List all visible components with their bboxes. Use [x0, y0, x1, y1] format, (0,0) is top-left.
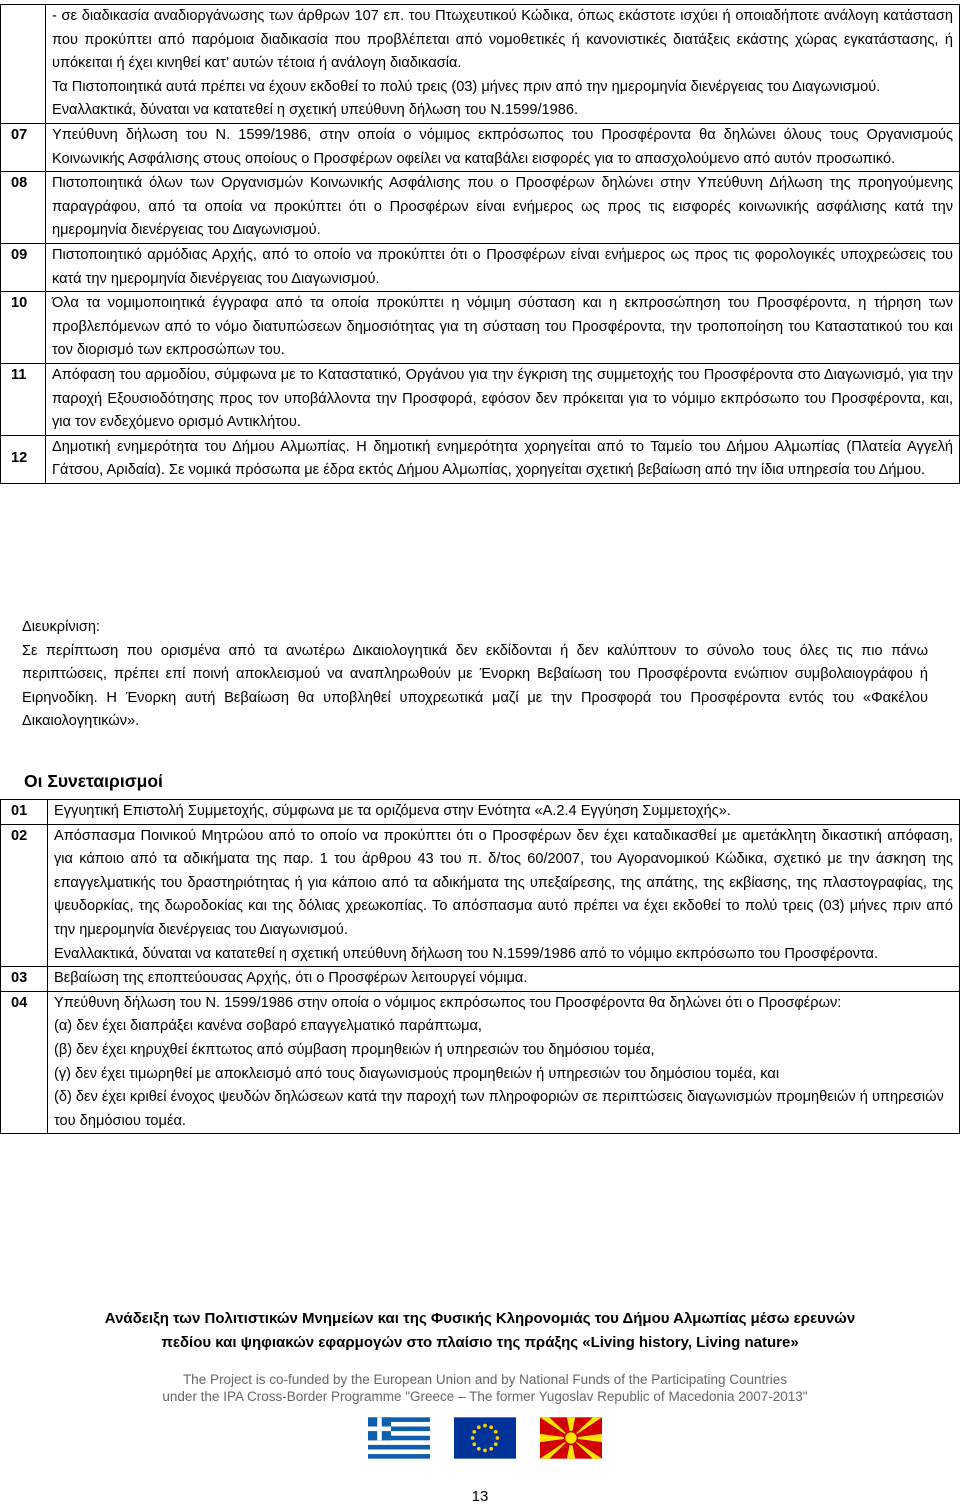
row-text: Δημοτική ενημερότητα του Δήμου Αλμωπίας. Η δημοτική ενημερότητα χορηγείται από το Ταμείο του Δήμου Αλμωπίας (Πλατεία Αγγελή Γάτσου, Αριδαία). Σε νομικά πρόσωπα με έδρα εκτός Δήμου Αλμωπίας, χορηγείται σχετική βεβαίωση από την ίδια υπηρεσία του Δήμου. — [46, 435, 960, 483]
clarification-text: Σε περίπτωση που ορισμένα από τα ανωτέρω Δικαιολογητικά δεν εκδίδονται ή δεν καλύπτουν το σύνολο τους όλες τις πιο πάνω περιπτώσεις, πρέπει επί ποινή αποκλεισμού να αναπληρωθούν με Ένορκη Βεβαίωση του Προσφέροντα ενώπιον συμβολαιογράφου ή Ειρηνοδίκη. Η Ένορκη αυτή Βεβαίωση θα υποβληθεί υποχρεωτικά μαζί με την Προσφορά του Προσφέροντα εντός του «Φακέλου Δικαιολογητικών». — [22, 642, 928, 730]
row-number — [1, 5, 46, 124]
banner-line: under the IPA Cross-Border Programme "Greece – The former Yugoslav Republic of Macedonia 2007-2013" — [162, 1389, 808, 1404]
table-row — [1, 243, 960, 291]
row-text — [48, 824, 960, 967]
table-row — [1, 5, 960, 124]
row-number: 12 — [1, 435, 46, 483]
row-number: 03 — [1, 967, 48, 992]
list-item: (β) δεν έχει κηρυχθεί έκπτωτος από σύμβαση προμηθειών ή υπηρεσιών του δημόσιου τομέα, — [54, 1041, 655, 1058]
clarification-label: Διευκρίνιση: — [22, 619, 101, 635]
banner-text — [100, 1371, 870, 1405]
row-number: 10 — [1, 292, 46, 364]
project-footer — [0, 1307, 960, 1355]
requirements-table — [0, 4, 960, 484]
page-number: 13 — [471, 1488, 489, 1505]
table-row — [1, 435, 960, 483]
paragraph: Απόσπασμα Ποινικού Μητρώου από το οποίο να προκύπτει ότι ο Προσφέρων δεν έχει καταδικασθεί με αμετάκλητη δικαστική απόφαση, για κάποιο από τα αδικήματα της παρ. 1 του άρθρου 43 του π. δ/τος 60/2007, του Αγορανομικού Κώδικα, σχετικό με την άσκηση της επαγγελματικής του δραστηριότητας ή για κάποιο από τα αδικήματα της υπεξαίρεσης, της απάτης, της εκβίασης, της πλαστογραφίας, της ψευδορκίας, της δωροδοκίας και της δόλιας χρεωκοπίας. Το απόσπασμα αυτό πρέπει να έχει εκδοθεί το πολύ τρεις (03) μήνες πριν από την ημερομηνία διενέργειας του Διαγωνισμού. — [54, 827, 953, 938]
north-macedonia-flag-icon — [540, 1417, 602, 1459]
table-row — [1, 172, 960, 244]
table-row — [1, 967, 960, 992]
table-row — [1, 292, 960, 364]
paragraph: Εναλλακτικά, δύναται να κατατεθεί η σχετική υπεύθυνη δήλωση του Ν.1599/1986 από το νόμιμο εκπρόσωπο του Προσφέροντα. — [54, 945, 879, 962]
row-text: Απόφαση του αρμοδίου, σύμφωνα με το Καταστατικό, Οργάνου για την έγκριση της συμμετοχής του Προσφέροντα στο Διαγωνισμό, για την παροχή Εξουσιοδότησης προς τον υποβάλλοντα την Προσφορά, εφόσον δεν πρόκειται για το νόμιμο εκπρόσωπο του Προσφέροντα, και, για τον ενδεχόμενο ορισμό Αντικλήτου. — [46, 363, 960, 435]
paragraph: Υπεύθυνη δήλωση του Ν. 1599/1986 στην οποία ο νόμιμος εκπρόσωπος του Προσφέροντα θα δηλώνει ότι ο Προσφέρων: — [54, 994, 842, 1011]
row-text — [48, 991, 960, 1134]
section-title: Οι Συνεταιρισμοί — [24, 771, 163, 791]
flags — [100, 1417, 870, 1459]
paragraph: Εναλλακτικά, δύναται να κατατεθεί η σχετική υπεύθυνη δήλωση του Ν.1599/1986. — [52, 102, 579, 119]
row-text: Εγγυητική Επιστολή Συμμετοχής, σύμφωνα με τα οριζόμενα στην Ενότητα «Α.2.4 Εγγύηση Συμμετοχής». — [48, 800, 960, 825]
cooperatives-table — [0, 799, 960, 1134]
row-text — [46, 5, 960, 124]
row-number: 01 — [1, 800, 48, 825]
row-text: Όλα τα νομιμοποιητικά έγγραφα από τα οποία προκύπτει η νόμιμη σύσταση και η εκπροσώπηση του Προσφέροντα, η τήρηση των προβλεπόμενων από το νόμο διατυπώσεων δημοσιότητας για τη σύσταση του Προσφέροντα, την τροποποίηση του Καταστατικού του και τον διορισμό των εκπροσώπων του. — [46, 292, 960, 364]
row-text: Υπεύθυνη δήλωση του Ν. 1599/1986, στην οποία ο νόμιμος εκπρόσωπος του Προσφέροντα θα δηλώνει όλους τους Οργανισμούς Κοινωνικής Ασφάλισης στους οποίους ο Προσφέρων οφείλει να καταβάλει εισφορές για το απασχολούμενο από αυτόν προσωπικό. — [46, 123, 960, 171]
list-item: (γ) δεν έχει τιμωρηθεί με αποκλεισμό από τους διαγωνισμούς προμηθειών ή υπηρεσιών του δημόσιου τομέα, και — [54, 1065, 780, 1082]
paragraph: - σε διαδικασία αναδιοργάνωσης των άρθρων 107 επ. του Πτωχευτικού Κώδικα, όπως εκάστοτε ισχύει ή οποιαδήποτε ανάλογη κατάσταση που προκύπτει από παρόμοια διαδικασία που προβλέπεται από νομοθετικές ή κανονιστικές διατάξεις εκάστης χώρας εγκατάστασης, ή υπόκειται ή έχει κινηθεί κατ’ αυτών τέτοια ή ανάλογη διαδικασία. — [52, 8, 953, 72]
paragraph: Τα Πιστοποιητικά αυτά πρέπει να έχουν εκδοθεί το πολύ τρεις (03) μήνες πριν από την ημερομηνία διενέργειας του Διαγωνισμού. — [52, 78, 881, 95]
clarification — [22, 616, 928, 734]
banner-line: The Project is co-funded by the European Union and by National Funds of the Participating Countries — [182, 1372, 788, 1387]
footer-line: Ανάδειξη των Πολιτιστικών Μνημείων και της Φυσικής Κληρονομιάς του Δήμου Αλμωπίας μέσω ερευνών — [104, 1310, 856, 1327]
table-row — [1, 363, 960, 435]
row-number: 02 — [1, 824, 48, 967]
row-number: 09 — [1, 243, 46, 291]
row-number: 07 — [1, 123, 46, 171]
greece-flag-icon — [368, 1417, 430, 1459]
list-item: (δ) δεν έχει κριθεί ένοχος ψευδών δηλώσεων κατά την παροχή των πληροφοριών σε περιπτώσεις διαγωνισμών προμηθειών ή υπηρεσιών του δημόσιου τομέα. — [54, 1089, 944, 1129]
table-row — [1, 123, 960, 171]
row-text: Πιστοποιητικά όλων των Οργανισμών Κοινωνικής Ασφάλισης που ο Προσφέρων δηλώνει στην Υπεύθυνη Δήλωση της προηγούμενης παραγράφου, από τα οποία να προκύπτει ότι ο Προσφέρων είναι ενήμερος ως προς τις εισφορές κοινωνικής ασφάλισης κατά την ημερομηνία διενέργειας του Διαγωνισμού. — [46, 172, 960, 244]
cofunding-banner — [100, 1368, 870, 1460]
table-row — [1, 824, 960, 967]
row-number: 04 — [1, 991, 48, 1134]
table-row — [1, 800, 960, 825]
footer-line: πεδίου και ψηφιακών εφαρμογών στο πλαίσιο της πράξης «Living history, Living nature» — [161, 1334, 799, 1351]
row-text: Βεβαίωση της εποπτεύουσας Αρχής, ότι ο Προσφέρων λειτουργεί νόμιμα. — [48, 967, 960, 992]
row-text: Πιστοποιητικό αρμόδιας Αρχής, από το οποίο να προκύπτει ότι ο Προσφέρων είναι ενήμερος ως προς τις φορολογικές υποχρεώσεις του κατά την ημερομηνία διενέργειας του Διαγωνισμού. — [46, 243, 960, 291]
table-row — [1, 991, 960, 1134]
eu-flag-icon — [454, 1417, 516, 1459]
list-item: (α) δεν έχει διαπράξει κανένα σοβαρό επαγγελματικό παράπτωμα, — [54, 1018, 482, 1035]
row-number: 08 — [1, 172, 46, 244]
row-number: 11 — [1, 363, 46, 435]
